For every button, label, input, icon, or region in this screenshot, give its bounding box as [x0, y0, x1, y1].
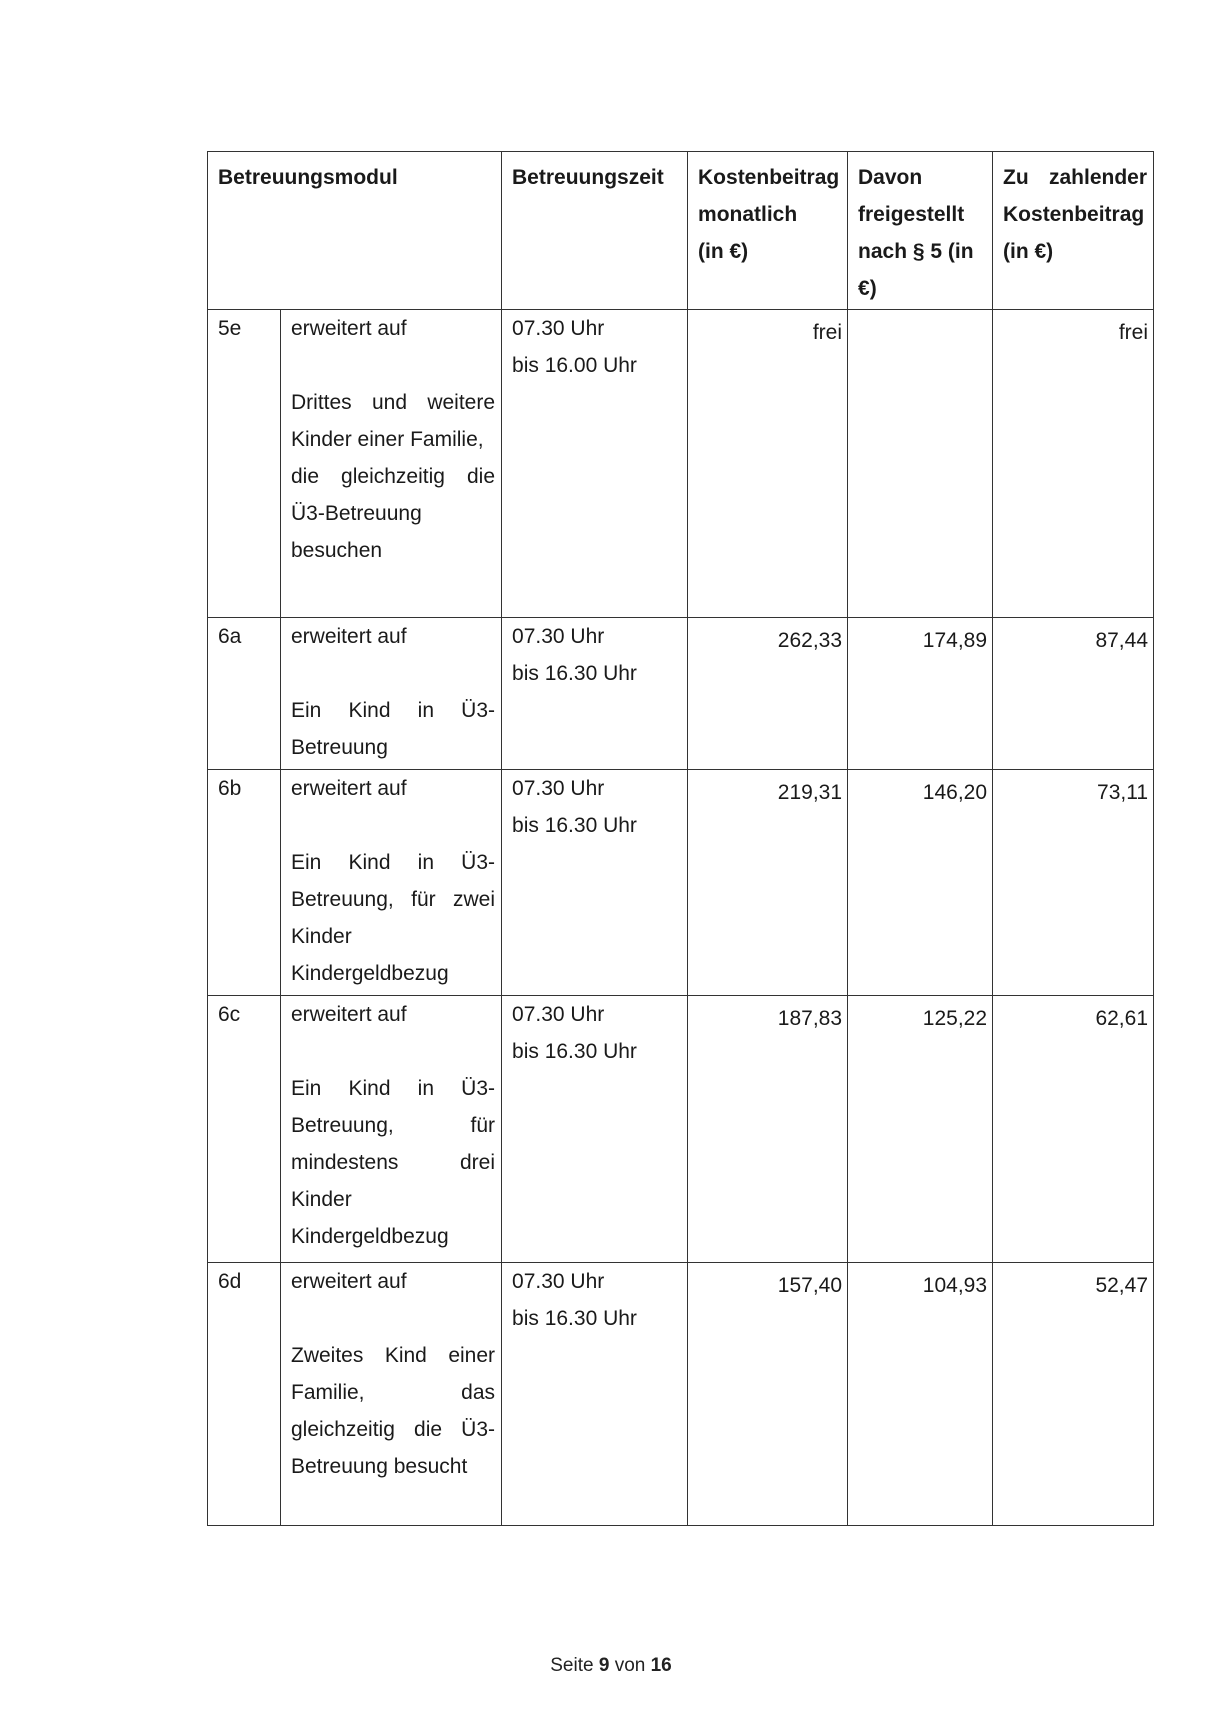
description-line: mindestens drei — [291, 1151, 496, 1174]
description-line: Kindergeldbezug — [291, 962, 449, 985]
freigestellt-value — [848, 310, 993, 618]
time-to: bis 16.30 Uhr — [512, 1307, 637, 1330]
module-description — [281, 310, 502, 618]
fee-table — [207, 151, 1154, 1526]
freigestellt-value: 104,93 — [848, 1263, 993, 1526]
description-line: besuchen — [291, 539, 383, 562]
description-line: Betreuung — [291, 736, 388, 759]
description-line: Betreuung, für zwei — [291, 888, 496, 911]
care-time — [502, 618, 688, 770]
zahlend-value: frei — [993, 310, 1154, 618]
kostenbeitrag-value: frei — [688, 310, 848, 618]
module-description — [281, 996, 502, 1263]
time-from: 07.30 Uhr — [512, 1003, 605, 1026]
table-row — [208, 618, 1154, 770]
header-kostenbeitrag-line: Kostenbeitrag — [698, 166, 840, 189]
module-code: 6b — [208, 770, 281, 996]
time-from: 07.30 Uhr — [512, 317, 605, 340]
page-footer — [0, 1655, 1222, 1677]
zahlend-value: 52,47 — [993, 1263, 1154, 1526]
care-time — [502, 1263, 688, 1526]
description-head: erweitert auf — [291, 1270, 407, 1293]
description-line: Drittes und weitere — [291, 391, 496, 414]
description-line: Ein Kind in Ü3- — [291, 699, 496, 722]
module-description — [281, 1263, 502, 1526]
description-line: die gleichzeitig die — [291, 465, 496, 488]
description-line: Kinder — [291, 1188, 352, 1211]
table-row — [208, 770, 1154, 996]
header-kostenbeitrag-line: monatlich — [698, 203, 798, 226]
description-head: erweitert auf — [291, 317, 407, 340]
time-to: bis 16.00 Uhr — [512, 354, 637, 377]
description-head: erweitert auf — [291, 625, 407, 648]
description-line: Familie, das — [291, 1381, 496, 1404]
header-betreuungszeit: Betreuungszeit — [502, 152, 688, 310]
description-line: Ein Kind in Ü3- — [291, 851, 496, 874]
description-line: Kinder einer Familie, — [291, 428, 484, 451]
time-to: bis 16.30 Uhr — [512, 662, 637, 685]
description-head: erweitert auf — [291, 1003, 407, 1026]
header-betreuungsmodul: Betreuungsmodul — [208, 152, 502, 310]
time-from: 07.30 Uhr — [512, 777, 605, 800]
description-line: Betreuung besucht — [291, 1455, 468, 1478]
footer-middle: von — [614, 1655, 646, 1676]
description-head: erweitert auf — [291, 777, 407, 800]
care-time — [502, 996, 688, 1263]
kostenbeitrag-value: 157,40 — [688, 1263, 848, 1526]
zahlend-value: 62,61 — [993, 996, 1154, 1263]
description-line: Kindergeldbezug — [291, 1225, 449, 1248]
footer-page-number: 9 — [598, 1655, 610, 1676]
header-freigestellt-line: nach § 5 (in €) — [858, 240, 974, 300]
freigestellt-value: 125,22 — [848, 996, 993, 1263]
header-zahlend-line: Zu zahlender — [1003, 166, 1148, 189]
time-from: 07.30 Uhr — [512, 1270, 605, 1293]
care-time — [502, 310, 688, 618]
module-description — [281, 770, 502, 996]
kostenbeitrag-value: 219,31 — [688, 770, 848, 996]
freigestellt-value: 174,89 — [848, 618, 993, 770]
description-line: Kinder — [291, 925, 352, 948]
module-code: 6d — [208, 1263, 281, 1526]
time-to: bis 16.30 Uhr — [512, 814, 637, 837]
table-row — [208, 310, 1154, 618]
zahlend-value: 87,44 — [993, 618, 1154, 770]
header-zahlend-line: (in €) — [1003, 240, 1054, 263]
module-code: 5e — [208, 310, 281, 618]
header-kostenbeitrag — [688, 152, 848, 310]
module-code: 6a — [208, 618, 281, 770]
kostenbeitrag-value: 262,33 — [688, 618, 848, 770]
time-from: 07.30 Uhr — [512, 625, 605, 648]
module-code: 6c — [208, 996, 281, 1263]
header-zahlend-line: Kostenbeitrag — [1003, 203, 1145, 226]
table-header-row — [208, 152, 1154, 310]
footer-total-pages: 16 — [650, 1655, 672, 1676]
table-row — [208, 996, 1154, 1263]
description-line: Ein Kind in Ü3- — [291, 1077, 496, 1100]
header-zu-zahlender — [993, 152, 1154, 310]
table-row — [208, 1263, 1154, 1526]
time-to: bis 16.30 Uhr — [512, 1040, 637, 1063]
description-line: Zweites Kind einer — [291, 1344, 496, 1367]
header-kostenbeitrag-line: (in €) — [698, 240, 749, 263]
zahlend-value: 73,11 — [993, 770, 1154, 996]
header-freigestellt-line: freigestellt — [858, 203, 965, 226]
freigestellt-value: 146,20 — [848, 770, 993, 996]
description-line: Ü3-Betreuung — [291, 502, 422, 525]
header-freigestellt-line: Davon — [858, 166, 923, 189]
care-time — [502, 770, 688, 996]
header-freigestellt — [848, 152, 993, 310]
kostenbeitrag-value: 187,83 — [688, 996, 848, 1263]
description-line: Betreuung, für — [291, 1114, 496, 1137]
footer-prefix: Seite — [550, 1655, 594, 1676]
description-line: gleichzeitig die Ü3- — [291, 1418, 496, 1441]
module-description — [281, 618, 502, 770]
